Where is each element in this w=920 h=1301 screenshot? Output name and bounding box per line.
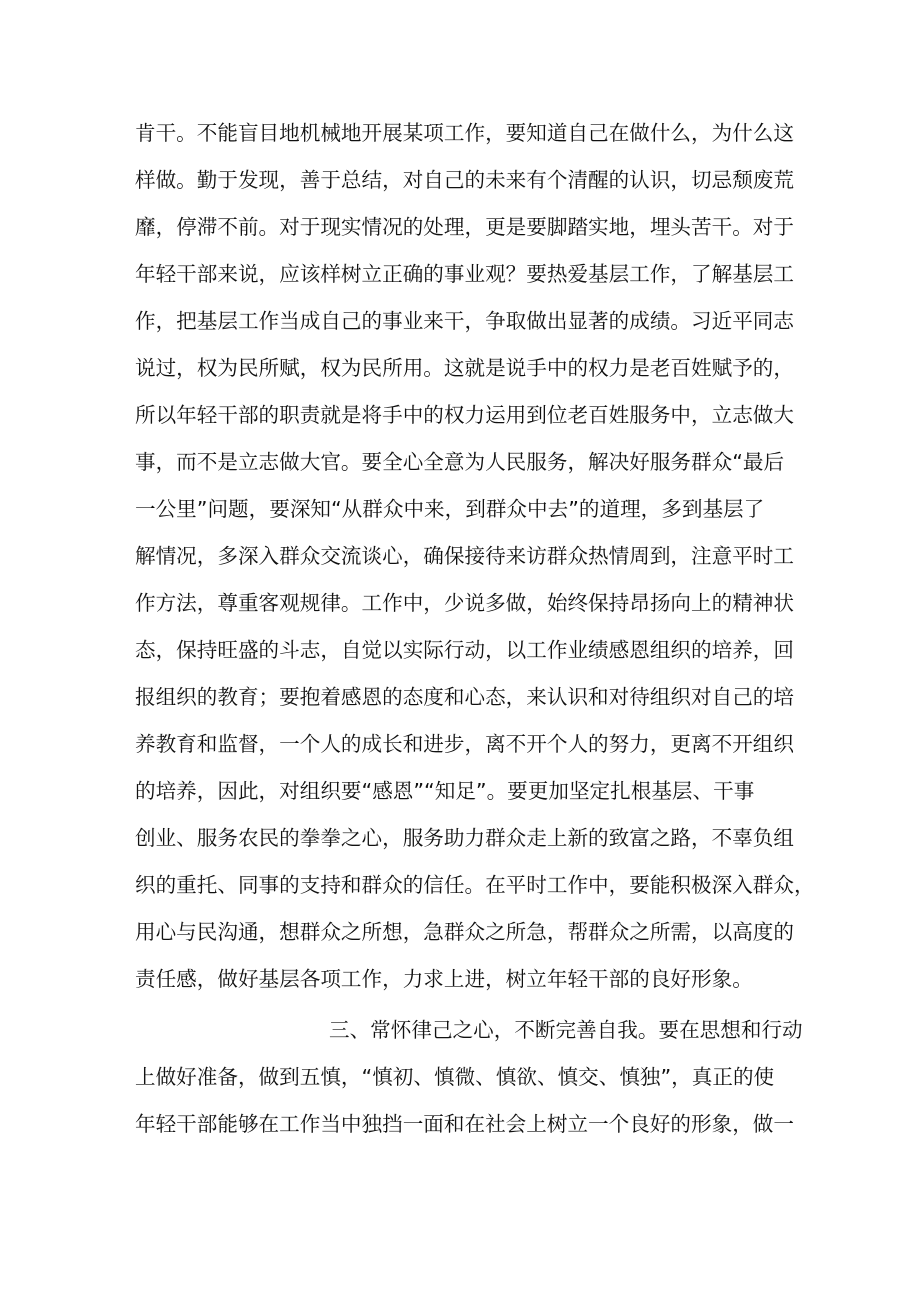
text-line: 事，而不是立志做大官。要全心全意为人民服务，解决好服务群众“最后 <box>135 450 785 474</box>
text-line: 上做好准备，做到五慎，“慎初、慎微、慎欲、慎交、慎独”，真正的使 <box>135 1065 775 1089</box>
text-line: 创业、服务农民的拳拳之心，服务助力群众走上新的致富之路，不辜负组 <box>135 826 794 850</box>
text-line: 一公里”问题，要深知“从群众中来，到群众中去”的道理，多到基层了 <box>135 497 765 521</box>
text-line: 养教育和监督，一个人的成长和进步，离不开个人的努力，更离不开组织 <box>135 732 794 756</box>
text-line: 用心与民沟通，想群众之所想，急群众之所急，帮群众之所需，以高度的 <box>135 920 794 944</box>
text-line: 织的重托、同事的支持和群众的信任。在平时工作中，要能积极深入群众， <box>135 873 815 897</box>
text-line: 肯干。不能盲目地机械地开展某项工作，要知道自己在做什么，为什么这 <box>135 121 794 145</box>
text-line: 的培养，因此，对组织要“感恩”“知足”。要更加坚定扎根基层、干事 <box>135 779 755 803</box>
text-line: 年轻干部来说，应该样树立正确的事业观？要热爱基层工作，了解基层工 <box>135 262 794 286</box>
text-line: 报组织的教育；要抱着感恩的态度和心态，来认识和对待组织对自己的培 <box>135 685 794 709</box>
text-line: 说过，权为民所赋，权为民所用。这就是说手中的权力是老百姓赋予的， <box>135 356 794 380</box>
text-line: 解情况，多深入群众交流谈心，确保接待来访群众热情周到，注意平时工 <box>135 544 794 568</box>
text-line: 年轻干部能够在工作当中独挡一面和在社会上树立一个良好的形象，做一 <box>135 1112 794 1136</box>
text-line: 所以年轻干部的职责就是将手中的权力运用到位老百姓服务中，立志做大 <box>135 403 794 427</box>
body-text <box>135 110 815 1148</box>
text-line: 作，把基层工作当成自己的事业来干，争取做出显著的成绩。习近平同志 <box>135 309 794 333</box>
text-line: 态，保持旺盛的斗志，自觉以实际行动，以工作业绩感恩组织的培养，回 <box>135 638 794 662</box>
text-line: 作方法，尊重客观规律。工作中，少说多做，始终保持昂扬向上的精神状 <box>135 591 794 615</box>
text-line: 靡，停滞不前。对于现实情况的处理，更是要脚踏实地，埋头苦干。对于 <box>135 215 794 239</box>
section-three-heading: 三、常怀律己之心，不断完善自我。要在思想和行动 <box>329 1018 803 1042</box>
text-line: 样做。勤于发现，善于总结，对自己的未来有个清醒的认识，切忌颓废荒 <box>135 168 794 192</box>
text-line: 责任感，做好基层各项工作，力求上进，树立年轻干部的良好形象。 <box>135 967 753 991</box>
